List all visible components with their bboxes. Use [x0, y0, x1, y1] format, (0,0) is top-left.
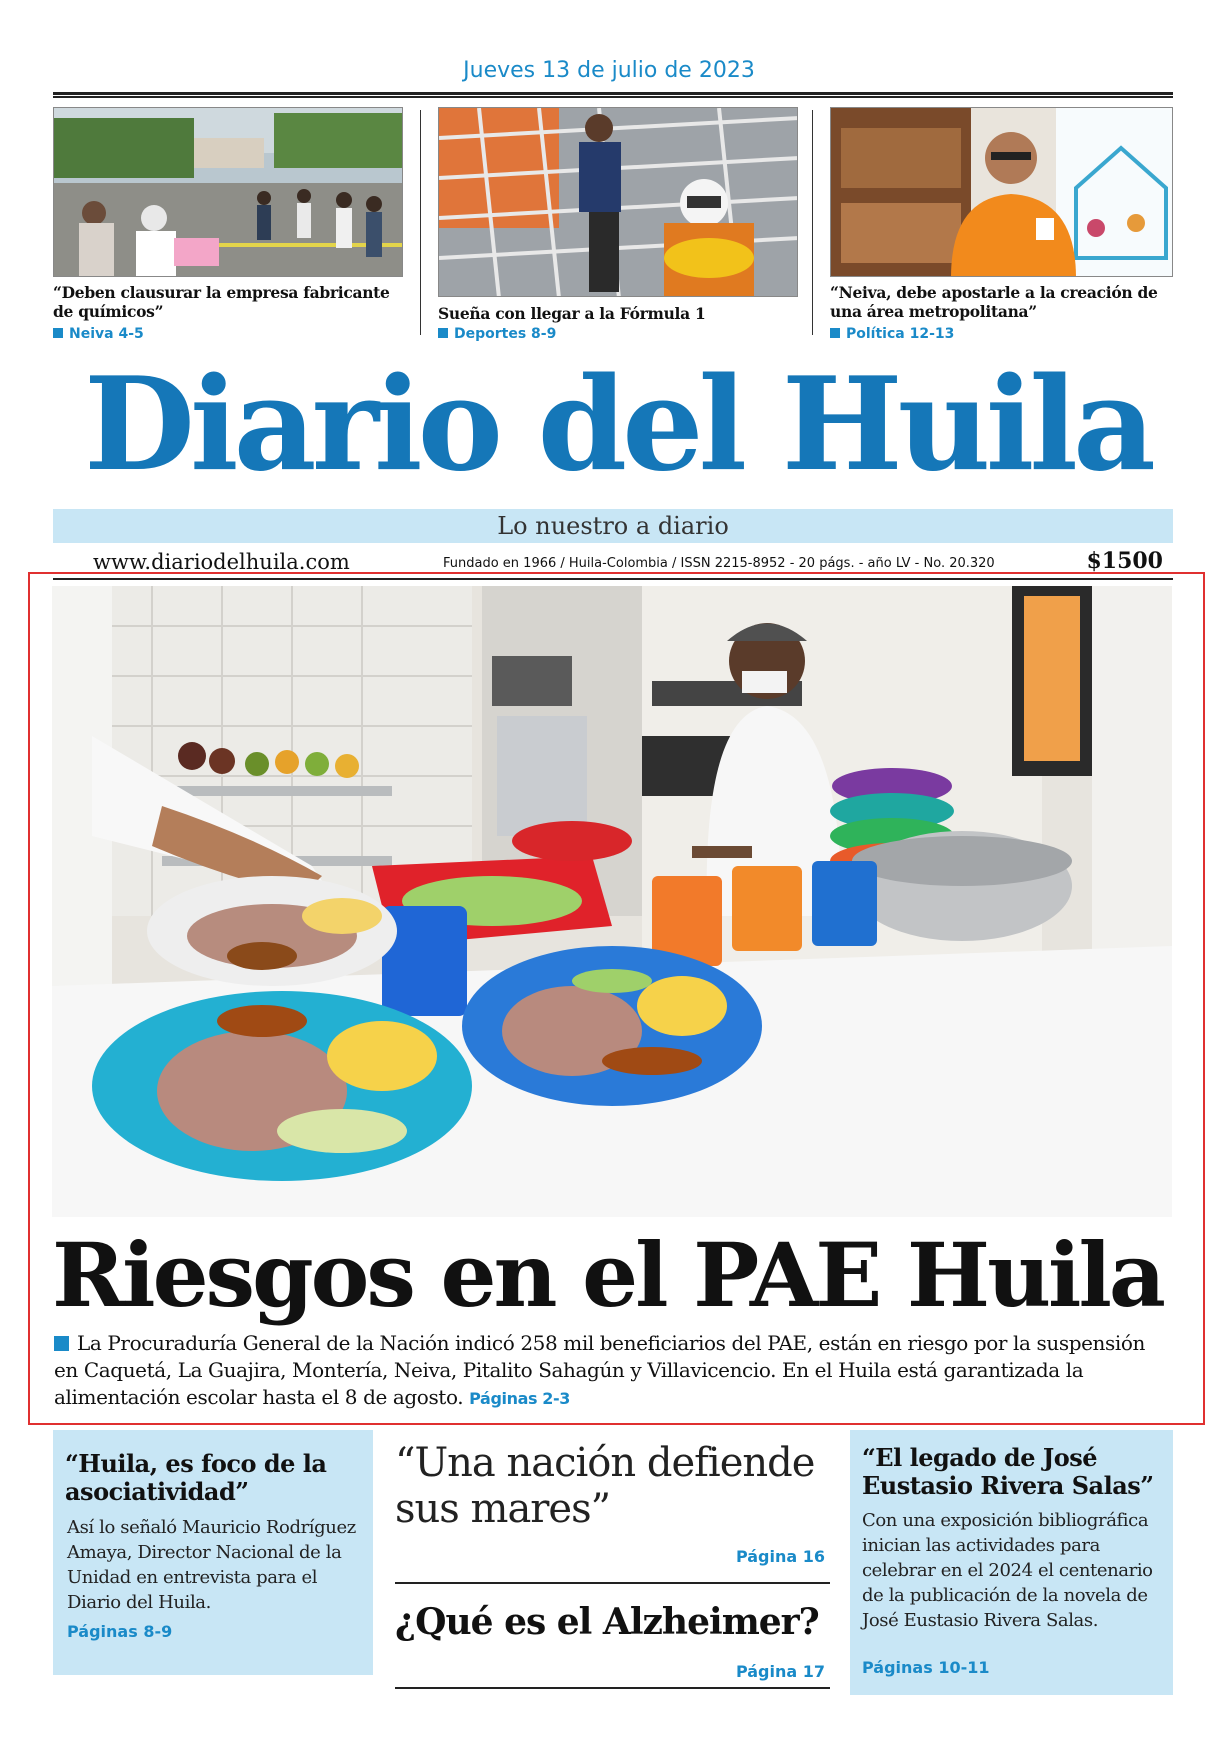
tagline: Lo nuestro a diario	[497, 512, 729, 540]
box-title: “Huila, es foco de la asociatividad”	[65, 1449, 327, 1506]
alzheimer-headline[interactable]: ¿Qué es el Alzheimer?	[395, 1601, 819, 1643]
teaser-section-link[interactable]: Política 12-13	[830, 326, 954, 342]
school-kitchen-photo	[52, 586, 1172, 1217]
page-16-link[interactable]: Página 16	[735, 1547, 825, 1566]
edition-details: Fundado en 1966 / Huila-Colombia / ISSN 2215-8952 - 20 págs. - año LV - No. 20.320	[443, 556, 995, 571]
divider	[395, 1582, 830, 1584]
issue-date: Jueves 13 de julio de 2023	[463, 58, 755, 83]
website-link[interactable]: www.diariodelhuila.com	[93, 550, 350, 574]
bullet-square-icon	[54, 1336, 69, 1351]
lead-summary	[54, 1330, 1169, 1412]
box-text: Así lo señaló Mauricio Rodríguez Amaya, Director Nacional de la Unidad en entrevista para el Diario del Huila.	[67, 1517, 356, 1613]
box-pages-link[interactable]: Páginas 8-9	[67, 1622, 173, 1641]
asociatividad-box[interactable]	[53, 1430, 373, 1675]
lead-pages-link[interactable]: Páginas 2-3	[469, 1389, 570, 1408]
tagline-bar	[53, 509, 1173, 543]
lead-summary-text: La Procuraduría General de la Nación indicó 258 mil beneficiarios del PAE, están en riesgo por la suspensión en Caquetá, La Guajira, Montería, Neiva, Pitalito Sahagún y Villavicencio. En el Huila está garantizada la alimentación escolar hasta el 8 de agosto.	[54, 1331, 1146, 1409]
page-17-link[interactable]: Página 17	[735, 1662, 825, 1681]
top-rule	[53, 92, 1173, 98]
box-text: Con una exposición bibliográfica inician las actividades para celebrar en el 2024 el centenario de la publicación de la novela de José Eustasio Rivera Salas.	[862, 1510, 1153, 1631]
teaser-headline: “Neiva, debe apostarle a la creación de una área metropolitana”	[830, 283, 1158, 321]
protest-photo	[53, 107, 403, 277]
box-pages-link[interactable]: Páginas 10-11	[862, 1658, 990, 1677]
box-title: “El legado de José Eustasio Rivera Salas”	[862, 1443, 1154, 1500]
motorsport-photo	[438, 107, 798, 297]
teaser-section-link[interactable]: Deportes 8-9	[438, 326, 556, 342]
teaser-headline: “Deben clausurar la empresa fabricante de químicos”	[53, 283, 390, 321]
teaser-headline: Sueña con llegar a la Fórmula 1	[438, 304, 706, 323]
cover-price: $1500	[1086, 548, 1163, 574]
column-divider	[812, 110, 813, 335]
lead-headline[interactable]: Riesgos en el PAE Huila	[52, 1223, 1163, 1327]
column-divider	[420, 110, 421, 335]
divider	[395, 1687, 830, 1689]
newspaper-logo[interactable]: Diario del Huila	[84, 350, 1151, 500]
rivera-legacy-box[interactable]	[850, 1430, 1173, 1695]
teaser-metropolitan[interactable]	[830, 107, 1173, 347]
teaser-formula1[interactable]	[438, 107, 798, 347]
mares-quote[interactable]: “Una nación defiende sus mares”	[395, 1440, 815, 1532]
interview-photo	[830, 107, 1173, 277]
teaser-section-link[interactable]: Neiva 4-5	[53, 326, 144, 342]
teaser-protest[interactable]	[53, 107, 403, 347]
